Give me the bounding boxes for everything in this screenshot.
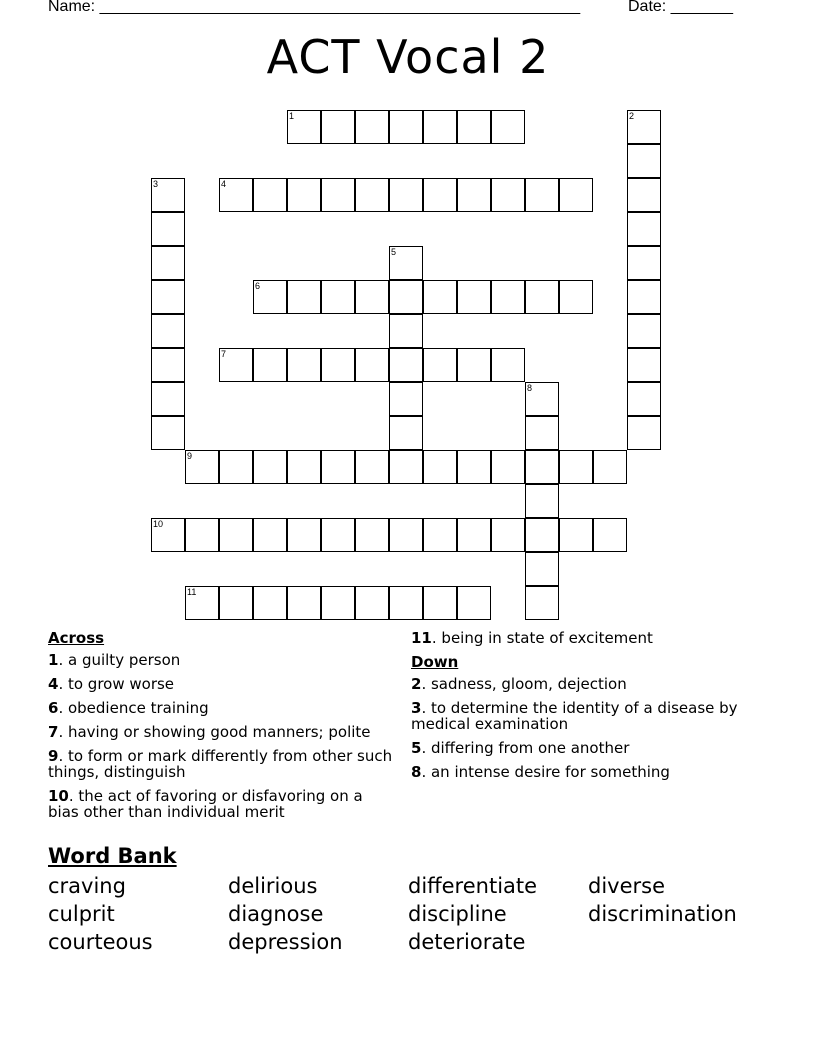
crossword-cell[interactable] bbox=[627, 348, 661, 382]
crossword-cell[interactable] bbox=[219, 178, 253, 212]
crossword-cell[interactable] bbox=[219, 450, 253, 484]
crossword-cell[interactable] bbox=[185, 586, 219, 620]
clue-across-11: 11. being in state of excitement bbox=[411, 629, 653, 647]
crossword-cell[interactable] bbox=[457, 518, 491, 552]
crossword-cell[interactable] bbox=[389, 314, 423, 348]
crossword-cell[interactable] bbox=[423, 280, 457, 314]
crossword-cell[interactable] bbox=[525, 416, 559, 450]
crossword-cell[interactable] bbox=[253, 518, 287, 552]
cell-number: 10 bbox=[153, 519, 164, 529]
crossword-cell[interactable] bbox=[627, 314, 661, 348]
crossword-cell[interactable] bbox=[423, 450, 457, 484]
crossword-cell[interactable] bbox=[423, 586, 457, 620]
page-title: ACT Vocal 2 bbox=[266, 30, 550, 84]
cell-number: 5 bbox=[391, 247, 397, 257]
crossword-cell[interactable] bbox=[627, 212, 661, 246]
crossword-cell[interactable] bbox=[593, 450, 627, 484]
clue-down-8: 8. an intense desire for something bbox=[411, 763, 670, 781]
clues-down-column bbox=[411, 630, 756, 788]
word-bank-item: depression bbox=[228, 930, 343, 954]
crossword-cell[interactable] bbox=[355, 586, 389, 620]
word-bank-item: craving bbox=[48, 874, 126, 898]
crossword-cell[interactable] bbox=[355, 280, 389, 314]
clue-down-2: 2. sadness, gloom, dejection bbox=[411, 675, 627, 693]
crossword-cell[interactable] bbox=[457, 450, 491, 484]
crossword-cell[interactable] bbox=[389, 450, 423, 484]
crossword-cell[interactable] bbox=[151, 280, 185, 314]
crossword-cell[interactable] bbox=[559, 518, 593, 552]
crossword-cell[interactable] bbox=[287, 518, 321, 552]
crossword-cell[interactable] bbox=[491, 178, 525, 212]
crossword-cell[interactable] bbox=[457, 178, 491, 212]
crossword-cell[interactable] bbox=[491, 280, 525, 314]
crossword-cell[interactable] bbox=[423, 518, 457, 552]
cell-number: 4 bbox=[221, 179, 227, 189]
crossword-cell[interactable] bbox=[151, 518, 185, 552]
crossword-cell[interactable] bbox=[355, 518, 389, 552]
crossword-cell[interactable] bbox=[151, 314, 185, 348]
crossword-cell[interactable] bbox=[389, 416, 423, 450]
crossword-cell[interactable] bbox=[525, 552, 559, 586]
crossword-cell[interactable] bbox=[355, 110, 389, 144]
crossword-cell[interactable] bbox=[389, 280, 423, 314]
crossword-cell[interactable] bbox=[355, 450, 389, 484]
crossword-cell[interactable] bbox=[389, 382, 423, 416]
word-bank-item: diagnose bbox=[228, 902, 324, 926]
cell-number: 7 bbox=[221, 349, 227, 359]
crossword-cell[interactable] bbox=[321, 450, 355, 484]
crossword-cell[interactable] bbox=[219, 518, 253, 552]
word-bank-item: discipline bbox=[408, 902, 507, 926]
clue-down-5: 5. differing from one another bbox=[411, 739, 630, 757]
cell-number: 3 bbox=[153, 179, 159, 189]
crossword-cell[interactable] bbox=[525, 280, 559, 314]
name-field-line: Name: ______________________________________________________ bbox=[48, 0, 581, 15]
crossword-cell[interactable] bbox=[253, 178, 287, 212]
crossword-cell[interactable] bbox=[151, 382, 185, 416]
crossword-cell[interactable] bbox=[423, 178, 457, 212]
crossword-cell[interactable] bbox=[253, 280, 287, 314]
crossword-cell[interactable] bbox=[389, 586, 423, 620]
crossword-cell[interactable] bbox=[219, 586, 253, 620]
crossword-cell[interactable] bbox=[321, 178, 355, 212]
crossword-cell[interactable] bbox=[287, 450, 321, 484]
down-heading: Down bbox=[411, 653, 459, 671]
crossword-cell[interactable] bbox=[219, 348, 253, 382]
crossword-cell[interactable] bbox=[457, 348, 491, 382]
crossword-cell[interactable] bbox=[253, 450, 287, 484]
clues-across-column bbox=[48, 630, 393, 828]
cell-number: 8 bbox=[527, 383, 533, 393]
across-heading: Across bbox=[48, 629, 105, 647]
clue-across-1: 1. a guilty person bbox=[48, 651, 181, 669]
crossword-cell[interactable] bbox=[525, 586, 559, 620]
clue-across-6: 6. obedience training bbox=[48, 699, 209, 717]
crossword-cell[interactable] bbox=[593, 518, 627, 552]
clue-across-10: 10. the act of favoring or disfavoring on a bias other than individual merit bbox=[48, 787, 363, 821]
crossword-cell[interactable] bbox=[559, 280, 593, 314]
crossword-cell[interactable] bbox=[491, 450, 525, 484]
clue-across-7: 7. having or showing good manners; polite bbox=[48, 723, 371, 741]
crossword-cell[interactable] bbox=[287, 110, 321, 144]
crossword-cell[interactable] bbox=[151, 212, 185, 246]
crossword-cell[interactable] bbox=[185, 450, 219, 484]
word-bank-item: discrimination bbox=[588, 902, 737, 926]
crossword-cell[interactable] bbox=[287, 280, 321, 314]
crossword-cell[interactable] bbox=[525, 518, 559, 552]
clue-across-4: 4. to grow worse bbox=[48, 675, 175, 693]
crossword-cell[interactable] bbox=[457, 110, 491, 144]
cell-number: 9 bbox=[187, 451, 193, 461]
crossword-cell[interactable] bbox=[287, 348, 321, 382]
crossword-cell[interactable] bbox=[389, 178, 423, 212]
crossword-cell[interactable] bbox=[457, 280, 491, 314]
crossword-cell[interactable] bbox=[627, 144, 661, 178]
crossword-cell[interactable] bbox=[559, 178, 593, 212]
crossword-cell[interactable] bbox=[287, 586, 321, 620]
cell-number: 11 bbox=[187, 587, 197, 597]
cell-number: 6 bbox=[255, 281, 261, 291]
clue-across-9: 9. to form or mark differently from other such things, distinguish bbox=[48, 747, 393, 781]
word-bank-title: Word Bank bbox=[48, 844, 177, 868]
crossword-cell[interactable] bbox=[457, 586, 491, 620]
crossword-cell[interactable] bbox=[321, 110, 355, 144]
crossword-cell[interactable] bbox=[423, 348, 457, 382]
word-bank-item: courteous bbox=[48, 930, 153, 954]
crossword-cell[interactable] bbox=[525, 382, 559, 416]
crossword-cell[interactable] bbox=[253, 348, 287, 382]
crossword-cell[interactable] bbox=[389, 110, 423, 144]
word-bank-item: differentiate bbox=[408, 874, 538, 898]
crossword-cell[interactable] bbox=[355, 178, 389, 212]
crossword-cell[interactable] bbox=[321, 348, 355, 382]
word-bank-item: deteriorate bbox=[408, 930, 526, 954]
crossword-cell[interactable] bbox=[321, 586, 355, 620]
word-bank-item: diverse bbox=[588, 874, 666, 898]
crossword-cell[interactable] bbox=[151, 178, 185, 212]
crossword-cell[interactable] bbox=[559, 450, 593, 484]
crossword-cell[interactable] bbox=[185, 518, 219, 552]
date-field-line: Date: _______ bbox=[628, 0, 733, 15]
crossword-cell[interactable] bbox=[151, 348, 185, 382]
crossword-cell[interactable] bbox=[627, 110, 661, 144]
word-bank-item: culprit bbox=[48, 902, 115, 926]
crossword-cell[interactable] bbox=[389, 246, 423, 280]
clue-down-3: 3. to determine the identity of a disease by medical examination bbox=[411, 699, 738, 733]
crossword-cell[interactable] bbox=[627, 178, 661, 212]
crossword-cell[interactable] bbox=[151, 416, 185, 450]
cell-number: 1 bbox=[289, 111, 295, 121]
crossword-cell[interactable] bbox=[389, 348, 423, 382]
crossword-cell[interactable] bbox=[253, 586, 287, 620]
crossword-cell[interactable] bbox=[525, 450, 559, 484]
crossword-cell[interactable] bbox=[491, 348, 525, 382]
crossword-cell[interactable] bbox=[321, 518, 355, 552]
crossword-cell[interactable] bbox=[287, 178, 321, 212]
crossword-cell[interactable] bbox=[627, 246, 661, 280]
word-bank-item: delirious bbox=[228, 874, 318, 898]
crossword-cell[interactable] bbox=[389, 518, 423, 552]
crossword-cell[interactable] bbox=[423, 110, 457, 144]
crossword-cell[interactable] bbox=[525, 178, 559, 212]
crossword-cell[interactable] bbox=[627, 382, 661, 416]
crossword-cell[interactable] bbox=[321, 280, 355, 314]
crossword-cell[interactable] bbox=[355, 348, 389, 382]
crossword-cell[interactable] bbox=[491, 518, 525, 552]
cell-number: 2 bbox=[629, 111, 635, 121]
crossword-cell[interactable] bbox=[627, 416, 661, 450]
crossword-cell[interactable] bbox=[491, 110, 525, 144]
crossword-cell[interactable] bbox=[627, 280, 661, 314]
crossword-cell[interactable] bbox=[151, 246, 185, 280]
crossword-cell[interactable] bbox=[525, 484, 559, 518]
